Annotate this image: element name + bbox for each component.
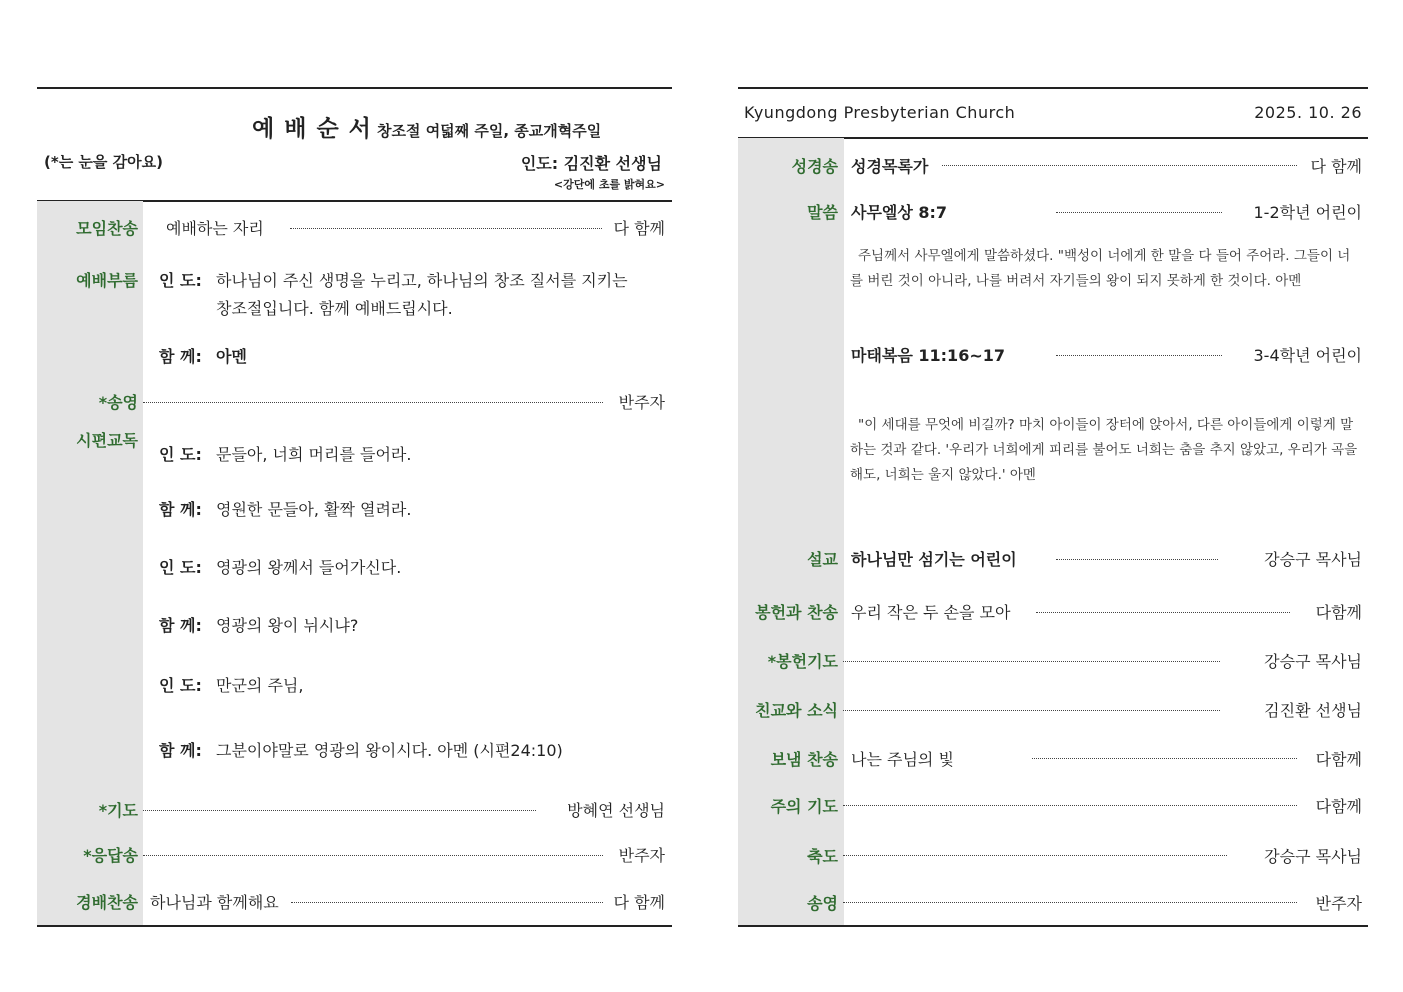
fellowship-who: 김진환 선생님 (1264, 701, 1362, 720)
gathering-song: 예배하는 자리 (166, 219, 264, 238)
label-call: 예배부름 (76, 271, 138, 290)
leader-dots (143, 855, 603, 856)
role: 함 께: (159, 500, 202, 519)
label-psalm: 시편교독 (76, 431, 138, 450)
label-offering: 봉헌과 찬송 (755, 603, 838, 622)
gathering-who: 다 함께 (613, 219, 665, 238)
label-gathering: 모임찬송 (76, 219, 138, 238)
label-sermon: 설교 (807, 550, 838, 569)
scripture-text-1: 주님께서 사무엘에게 말씀하셨다. "백성이 너에게 한 말을 다 들어 주어라. 그들이 너를 버린 것이 아니라, 나를 버려서 자기들의 왕이 되지 못하게 한 것이다. 아멘 (850, 248, 1351, 289)
role: 함 께: (159, 616, 202, 635)
worship-song-title: 하나님과 함께해요 (150, 893, 279, 912)
leader-dots (843, 805, 1297, 806)
leader-dots (1036, 612, 1290, 613)
bible-song-title: 성경목록가 (851, 157, 929, 176)
leader-dots (143, 810, 536, 811)
psalm-line: 영광의 왕께서 들어가신다. (216, 558, 402, 577)
closing-who: 반주자 (1315, 894, 1362, 913)
leader-dots (843, 661, 1220, 662)
label-sending: 보냄 찬송 (770, 750, 838, 769)
role: 인 도: (159, 676, 202, 695)
leader-dots (143, 402, 603, 403)
bible-song-who: 다 함께 (1310, 157, 1362, 176)
left-top-rule (37, 87, 672, 89)
call-text-line1: 하나님이 주신 생명을 누리고, 하나님의 창조 질서를 지키는 (216, 271, 628, 290)
lords-prayer-who: 다함께 (1315, 797, 1362, 816)
psalm-line: 영광의 왕이 뉘시냐? (216, 616, 359, 635)
reader-1: 1-2학년 어린이 (1253, 203, 1362, 222)
leader-dots (843, 855, 1227, 856)
label-closing: 송영 (807, 894, 838, 913)
label-response: *응답송 (83, 846, 138, 865)
scripture-ref-2: 마태복음 11:16~17 (851, 346, 1005, 365)
label-lords-prayer: 주의 기도 (770, 797, 838, 816)
label-benediction: 축도 (807, 847, 838, 866)
sermon-preacher: 강승구 목사님 (1264, 550, 1362, 569)
left-title (252, 110, 601, 143)
eyes-note: (*는 눈을 감아요) (44, 153, 163, 171)
label-praise: *송영 (98, 393, 138, 412)
sending-song: 나는 주님의 빛 (851, 750, 954, 769)
sending-who: 다함께 (1315, 750, 1362, 769)
call-text-line2: 창조절입니다. 함께 예배드립시다. (216, 299, 453, 318)
reader-2: 3-4학년 어린이 (1253, 346, 1362, 365)
psalm-line: 만군의 주님, (216, 676, 304, 695)
scripture-text-2: "이 세대를 무엇에 비길까? 마치 아이들이 장터에 앉아서, 다른 아이들에게 이렇게 말하는 것과 같다. '우리가 너희에게 피리를 불어도 너희는 춤을 추지 않았고, 우리가 곡을 해도, 너희는 울지 않았다.' 아멘 (850, 417, 1358, 483)
leader-dots (1056, 559, 1218, 560)
response-who: 반주자 (618, 846, 665, 865)
leader-dots (290, 228, 602, 229)
sermon-title: 하나님만 섬기는 어린이 (851, 550, 1017, 569)
leader-dots (843, 710, 1220, 711)
title-main: 예 배 순 서 (252, 116, 372, 142)
leader-dots (291, 902, 603, 903)
offering-who: 다함께 (1315, 603, 1362, 622)
leader-dots (942, 165, 1297, 166)
leader-dots (1032, 758, 1297, 759)
label-prayer: *기도 (98, 801, 138, 820)
label-fellowship: 친교와 소식 (755, 701, 838, 720)
title-sub: 창조절 여덟째 주일, 종교개혁주일 (377, 122, 602, 140)
role: 인 도: (159, 271, 202, 290)
service-date: 2025. 10. 26 (1254, 103, 1362, 122)
label-offering-prayer: *봉헌기도 (767, 652, 838, 671)
psalm-line: 영원한 문들아, 활짝 열려라. (216, 500, 412, 519)
psalm-line: 그분이야말로 영광의 왕이시다. 아멘 (시편24:10) (216, 741, 563, 760)
role: 인 도: (159, 445, 202, 464)
leader-dots (843, 902, 1297, 903)
leader-dots (1056, 212, 1222, 213)
church-name: Kyungdong Presbyterian Church (744, 103, 1016, 122)
prayer-who: 방혜연 선생님 (567, 801, 665, 820)
label-word: 말씀 (807, 203, 838, 222)
right-bottom-rule (738, 925, 1368, 927)
worship-song-who: 다 함께 (613, 893, 665, 912)
call-response: 아멘 (216, 347, 247, 366)
role: 인 도: (159, 558, 202, 577)
praise-who: 반주자 (618, 393, 665, 412)
label-bible-song: 성경송 (791, 157, 838, 176)
role: 함 께: (159, 347, 202, 366)
leader-name: 인도: 김진환 선생님 (520, 154, 662, 173)
offering-song: 우리 작은 두 손을 모아 (851, 603, 1011, 622)
right-top-rule (738, 87, 1368, 89)
role: 함 께: (159, 741, 202, 760)
scripture-ref-1: 사무엘상 8:7 (851, 203, 948, 222)
psalm-line: 문들아, 너희 머리를 들어라. (216, 445, 412, 464)
offering-prayer-who: 강승구 목사님 (1264, 652, 1362, 671)
label-worship-song: 경배찬송 (76, 893, 138, 912)
left-bottom-rule (37, 925, 672, 927)
candle-note: <강단에 초를 밝혀요> (553, 178, 665, 191)
leader-dots (1056, 355, 1222, 356)
benediction-who: 강승구 목사님 (1264, 847, 1362, 866)
